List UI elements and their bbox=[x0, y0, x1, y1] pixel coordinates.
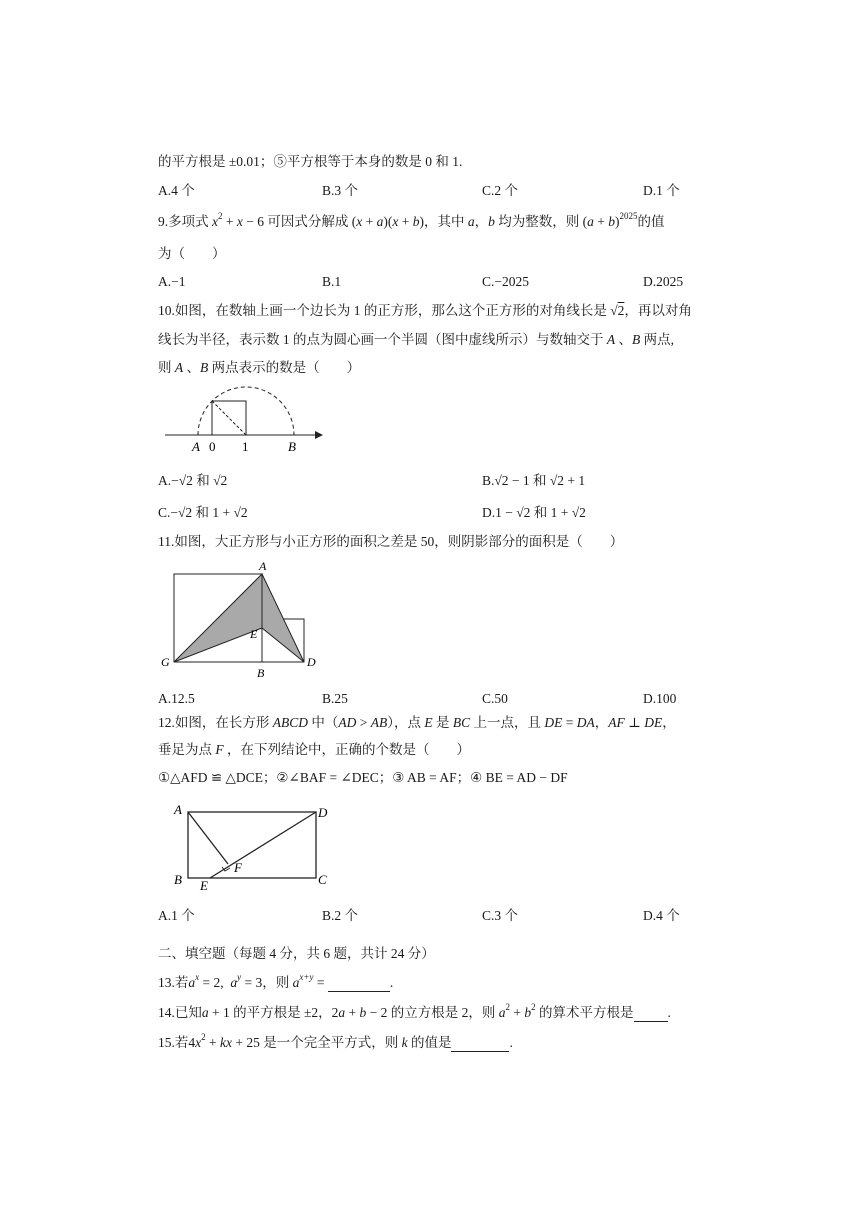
diagonal bbox=[212, 401, 246, 435]
label-b: B bbox=[174, 872, 182, 887]
q11-line: 11.如图，大正方形与小正方形的面积之差是 50，则阴影部分的面积是（ ） bbox=[158, 534, 624, 549]
q10-option-b[interactable]: B.√2 − 1 和 √2 + 1 bbox=[482, 473, 586, 488]
q9-line2: 为（ ） bbox=[158, 246, 226, 261]
label-a: A bbox=[192, 439, 200, 454]
shaded-triangle-right bbox=[262, 574, 304, 662]
label-1: 1 bbox=[242, 439, 249, 454]
label-e: E bbox=[250, 627, 258, 641]
q12-option-c[interactable]: C.3 个 bbox=[482, 908, 519, 923]
q11-option-c[interactable]: C.50 bbox=[482, 691, 508, 706]
label-g: G bbox=[161, 655, 170, 669]
q12-conclusions: ①△AFD ≌ △DCE；②∠BAF = ∠DEC；③ AB = AF；④ BE = AD − DF bbox=[158, 770, 568, 785]
label-d: D bbox=[318, 805, 328, 820]
shaded-triangle-left bbox=[174, 574, 262, 662]
q10-option-a[interactable]: A.−√2 和 √2 bbox=[158, 473, 228, 488]
q8-option-a[interactable]: A.4 个 bbox=[158, 183, 195, 198]
q9-option-a[interactable]: A.−1 bbox=[158, 274, 186, 289]
q9-option-c[interactable]: C.−2025 bbox=[482, 274, 529, 289]
q14-line: 14.已知a + 1 的平方根是 ±2，2a + b − 2 的立方根是 2，则 $a^2 + b^2$ 的算术平方根是 . bbox=[158, 1002, 671, 1020]
q12-line2: 垂足为点 F ，在下列结论中，正确的个数是（ ） bbox=[158, 742, 470, 757]
q8-line: 的平方根是 ±0.01；⑤平方根等于本身的数是 0 和 1. bbox=[158, 154, 463, 169]
q11-option-b[interactable]: B.25 bbox=[322, 691, 348, 706]
label-0: 0 bbox=[209, 439, 216, 454]
label-a: A bbox=[259, 559, 267, 573]
q8-option-c[interactable]: C.2 个 bbox=[482, 183, 519, 198]
segment-af bbox=[188, 812, 228, 864]
q10-option-c[interactable]: C.−√2 和 1 + √2 bbox=[158, 505, 248, 520]
q12-option-d[interactable]: D.4 个 bbox=[643, 908, 680, 923]
q10-number-line-figure bbox=[160, 385, 330, 455]
q9-option-b[interactable]: B.1 bbox=[322, 274, 342, 289]
q12-line1: 12.如图，在长方形 ABCD 中（AD > AB），点 E 是 BC 上一点，且 DE = DA，AF ⊥ DE， bbox=[158, 715, 676, 730]
label-e: E bbox=[200, 878, 208, 893]
segment-de bbox=[210, 812, 316, 878]
label-c: C bbox=[318, 872, 327, 887]
q12-rectangle-figure bbox=[170, 800, 340, 895]
q14-answer-blank[interactable] bbox=[634, 1007, 668, 1022]
q8-option-b[interactable]: B.3 个 bbox=[322, 183, 359, 198]
q11-option-a[interactable]: A.12.5 bbox=[158, 691, 195, 706]
q10-line2: 线长为半径，表示数 1 的点为圆心画一个半圆（图中虚线所示）与数轴交于 A 、B 两点, bbox=[158, 332, 674, 347]
q9-option-d[interactable]: D.2025 bbox=[643, 274, 684, 289]
q15-line: 15.若$4x^2$ + kx + 25 是一个完全平方式，则 k 的值是 . bbox=[158, 1032, 513, 1050]
axis-arrow-icon bbox=[315, 431, 323, 439]
q9-line1: 9.多项式 $x^2 + x - 6$ 可因式分解成 (x + a)(x + b)，其中 a，b 均为整数，则 $(a + b)^{2025}$的值 bbox=[158, 211, 665, 229]
label-f: F bbox=[234, 860, 242, 875]
rectangle-abcd bbox=[188, 812, 316, 878]
q11-squares-figure bbox=[160, 560, 340, 680]
q12-option-b[interactable]: B.2 个 bbox=[322, 908, 359, 923]
q12-option-a[interactable]: A.1 个 bbox=[158, 908, 195, 923]
q10-line1: 10.如图，在数轴上画一个边长为 1 的正方形，那么这个正方形的对角线长是 √2，再以对角 bbox=[158, 303, 692, 318]
q15-answer-blank[interactable] bbox=[451, 1037, 509, 1052]
q13-answer-blank[interactable] bbox=[328, 977, 390, 992]
q11-option-d[interactable]: D.100 bbox=[643, 691, 677, 706]
label-b: B bbox=[257, 666, 265, 680]
q10-line3: 则 A 、B 两点表示的数是（ ） bbox=[158, 360, 361, 375]
section-title-fill-in: 二、填空题（每题 4 分，共 6 题，共计 24 分） bbox=[158, 946, 435, 961]
q8-option-d[interactable]: D.1 个 bbox=[643, 183, 680, 198]
label-d: D bbox=[307, 655, 316, 669]
label-b: B bbox=[288, 439, 296, 454]
q10-option-d[interactable]: D.1 − √2 和 1 + √2 bbox=[482, 505, 586, 520]
label-a: A bbox=[174, 802, 182, 817]
q13-line: 13.若$a^x = 2$, $a^y = 3$，则 $a^{x+y}$ = . bbox=[158, 972, 394, 990]
